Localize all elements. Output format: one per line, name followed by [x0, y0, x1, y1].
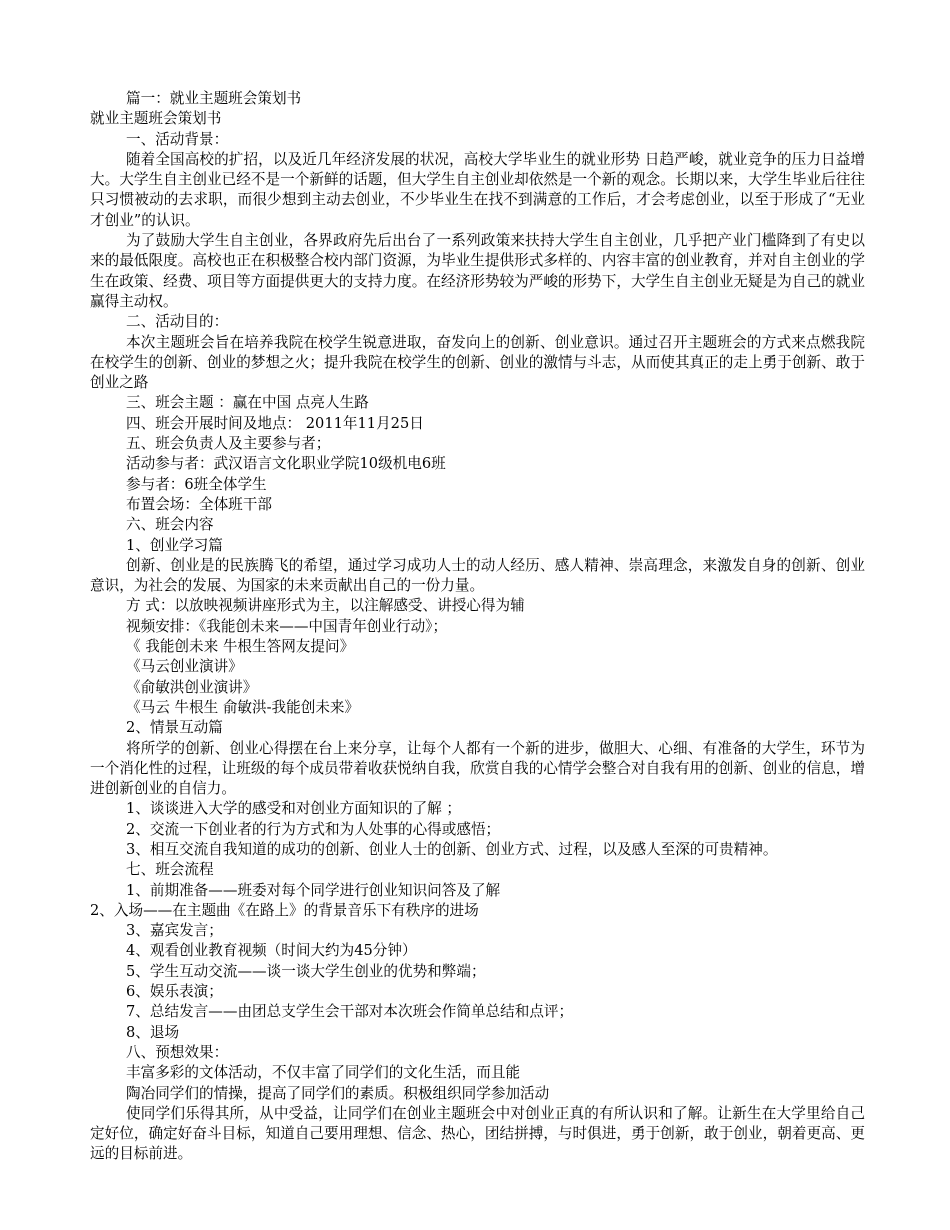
text-line: 七、班会流程: [126, 861, 214, 879]
text-line: 1、谈谈进入大学的感受和对创业方面知识的了解 ；: [126, 800, 461, 818]
text-line: 《马云创业演讲》: [126, 658, 243, 676]
text-line: 方 式：以放映视频讲座形式为主，以注解感受、讲授心得为辅: [126, 597, 525, 615]
text-line: 活动参与者：武汉语言文化职业学院10级机电6班: [126, 455, 446, 473]
paragraph: 本次主题班会旨在培养我院在校学生锐意进取，奋发向上的创新、创业意识。通过召开主题班会的方式来点燃我院在校学生的创新、创业的梦想之火；提升我院在校学生的创新、创业的激情与斗志，从而使其真正的走上勇于创新、敢于创业之路: [90, 333, 865, 392]
text-line: 2、交流一下创业者的行为方式和为人处事的心得或感悟；: [126, 820, 501, 838]
text-line: 四、班会开展时间及地点： 2011年11月25日: [126, 414, 424, 432]
paragraph: 将所学的创新、创业心得摆在台上来分享，让每个人都有一个新的进步，做胆大、心细、有准备的大学生，环节为一个消化性的过程，让班级的每个成员带着收获悦纳自我，欣赏自我的心情学会整合对自我有用的创新、创业的信息，增进创新创业的自信力。: [90, 739, 865, 798]
text-line: 三、班会主题 ：赢在中国 点亮人生路: [126, 394, 369, 412]
text-line: 5、学生互动交流——谈一谈大学生创业的优势和弊端；: [126, 962, 486, 980]
text-line: 五、班会负责人及主要参与者；: [126, 435, 331, 453]
paragraph: 为了鼓励大学生自主创业，各界政府先后出台了一系列政策来扶持大学生自主创业，几乎把产业门槛降到了有史以来的最低限度。高校也正在积极整合校内部门资源，为毕业生提供形式多样的、内容丰富的创业教育，并对自主创业的学生在政策、经费、项目等方面提供更大的支持力度。在经济形势较为严峻的形势下，大学生自主创业无疑是为自己的就业赢得主动权。: [90, 232, 865, 310]
paragraph: 使同学们乐得其所，从中受益，让同学们在创业主题班会中对创业正真的有所认识和了解。让新生在大学里给自己定好位，确定好奋斗目标，知道自己要用理想、信念、热心，团结拼搏，与时俱进，勇于创新，敢于创业，朝着更高、更远的目标前进。: [90, 1104, 865, 1163]
text-line: 《马云 牛根生 俞敏洪-我能创未来》: [126, 698, 360, 716]
text-line: 1、创业学习篇: [126, 536, 223, 554]
text-line: 丰富多彩的文体活动，不仅丰富了同学们的文化生活，而且能: [126, 1064, 521, 1082]
text-line: 2、入场——在主题曲《在路上》的背景音乐下有秩序的进场: [90, 901, 479, 919]
text-line: 六、班会内容: [126, 516, 214, 534]
document-body: [90, 89, 865, 1165]
text-line: 2、情景互动篇: [126, 719, 223, 737]
text-line: 3、嘉宾发言；: [126, 922, 223, 940]
text-line: 《俞敏洪创业演讲》: [126, 678, 258, 696]
text-line: 篇一：就业主题班会策划书: [126, 90, 302, 107]
text-line: 7、总结发言——由团总支学生会干部对本次班会作简单总结和点评；: [126, 1003, 574, 1021]
text-line: 布置会场：全体班干部: [126, 495, 272, 513]
text-line: 8、退场: [126, 1023, 180, 1041]
text-line: 二、活动目的：: [126, 313, 229, 331]
paragraph: 随着全国高校的扩招，以及近几年经济发展的状况，高校大学毕业生的就业形势 日趋严峻，就业竞争的压力日益增大。大学生自主创业已经不是一个新鲜的话题，但大学生自主创业却依然是一个新的观念。长期以来，大学生毕业后往往只习惯被动的去求职，而很少想到主动去创业，不少毕业生在找不到满意的工作后，才会考虑创业，以至于形成了“无业才创业”的认识。: [90, 150, 865, 229]
text-line: 4、观看创业教育视频（时间大约为45分钟）: [126, 942, 417, 960]
text-line: 视频安排：《我能创未来——中国青年创业行动》；: [126, 617, 448, 635]
text-line: 陶冶同学们的情操，提高了同学们的素质。积极组织同学参加活动: [126, 1084, 550, 1102]
text-line: 一、活动背景：: [126, 130, 229, 148]
text-line: 八、预想效果：: [126, 1043, 229, 1061]
text-line: 《 我能创未来 牛根生答网友提问》: [126, 638, 355, 656]
text-line: 参与者：6班全体学生: [126, 475, 267, 493]
text-line: 1、前期准备——班委对每个同学进行创业知识问答及了解: [126, 881, 501, 899]
text-line: 6、娱乐表演；: [126, 983, 223, 1001]
text-line: 就业主题班会策划书: [90, 110, 222, 128]
paragraph: 创新、创业是的民族腾飞的希望，通过学习成功人士的动人经历、感人精神、崇高理念，来激发自身的创新、创业意识，为社会的发展、为国家的未来贡献出自己的一份力量。: [90, 556, 865, 595]
text-line: 3、相互交流自我知道的成功的创新、创业人士的创新、创业方式、过程，以及感人至深的可贵精神。: [126, 840, 778, 858]
